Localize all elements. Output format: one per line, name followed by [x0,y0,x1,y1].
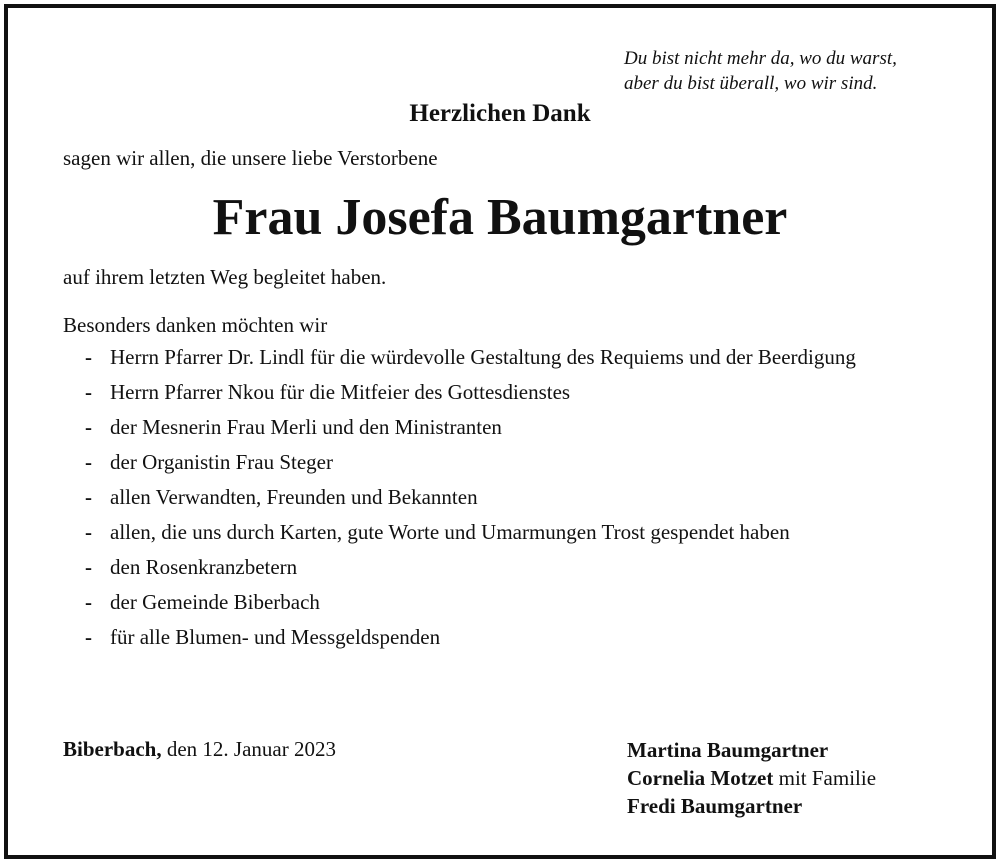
deceased-name: Frau Josefa Baumgartner [212,189,788,246]
dash-bullet: - [85,520,92,544]
list-item-text: Herrn Pfarrer Nkou für die Mitfeier des Gottesdienstes [110,380,571,404]
thanks-intro: Besonders danken möchten wir [63,313,328,337]
signer-line [627,764,876,792]
intro-text: sagen wir allen, die unsere liebe Verstorbene [63,146,438,170]
after-name-text: auf ihrem letzten Weg begleitet haben. [63,265,387,289]
dash-bullet: - [85,345,92,369]
motto-quote [624,46,897,96]
signer-name: Fredi Baumgartner [627,794,803,818]
list-item [63,380,943,405]
signer-name: Cornelia Motzet [627,766,774,790]
list-item [63,590,943,615]
signer-line [627,736,876,764]
dash-bullet: - [85,590,92,614]
dash-bullet: - [85,625,92,649]
list-item-text: allen, die uns durch Karten, gute Worte und Umarmungen Trost gespendet haben [110,520,790,544]
list-item [63,555,943,580]
list-item-text: der Gemeinde Biberbach [110,590,320,614]
motto-line-2: aber du bist überall, wo wir sind. [624,73,878,94]
signers [627,736,876,820]
list-item-text: der Mesnerin Frau Merli und den Ministranten [110,415,502,439]
signer-line [627,792,876,820]
dash-bullet: - [85,555,92,579]
heading: Herzlichen Dank [409,100,591,127]
dash-bullet: - [85,415,92,439]
list-item-text: den Rosenkranzbetern [110,555,298,579]
list-item-text: allen Verwandten, Freunden und Bekannten [110,485,478,509]
dash-bullet: - [85,450,92,474]
signer-suffix: mit Familie [778,766,877,790]
thanks-list [63,345,943,660]
list-item [63,415,943,440]
motto-line-1: Du bist nicht mehr da, wo du warst, [624,48,897,69]
list-item [63,345,943,370]
list-item [63,485,943,510]
dash-bullet: - [85,485,92,509]
signer-name: Martina Baumgartner [627,738,829,762]
list-item [63,625,943,650]
list-item [63,520,943,545]
list-item-text: der Organistin Frau Steger [110,450,333,474]
list-item [63,450,943,475]
place: Biberbach, [63,737,162,761]
list-item-text: Herrn Pfarrer Dr. Lindl für die würdevolle Gestaltung des Requiems und der Beerdigung [110,345,856,369]
place-date [63,736,336,763]
list-item-text: für alle Blumen- und Messgeldspenden [110,625,441,649]
date: den 12. Januar 2023 [166,737,336,761]
dash-bullet: - [85,380,92,404]
